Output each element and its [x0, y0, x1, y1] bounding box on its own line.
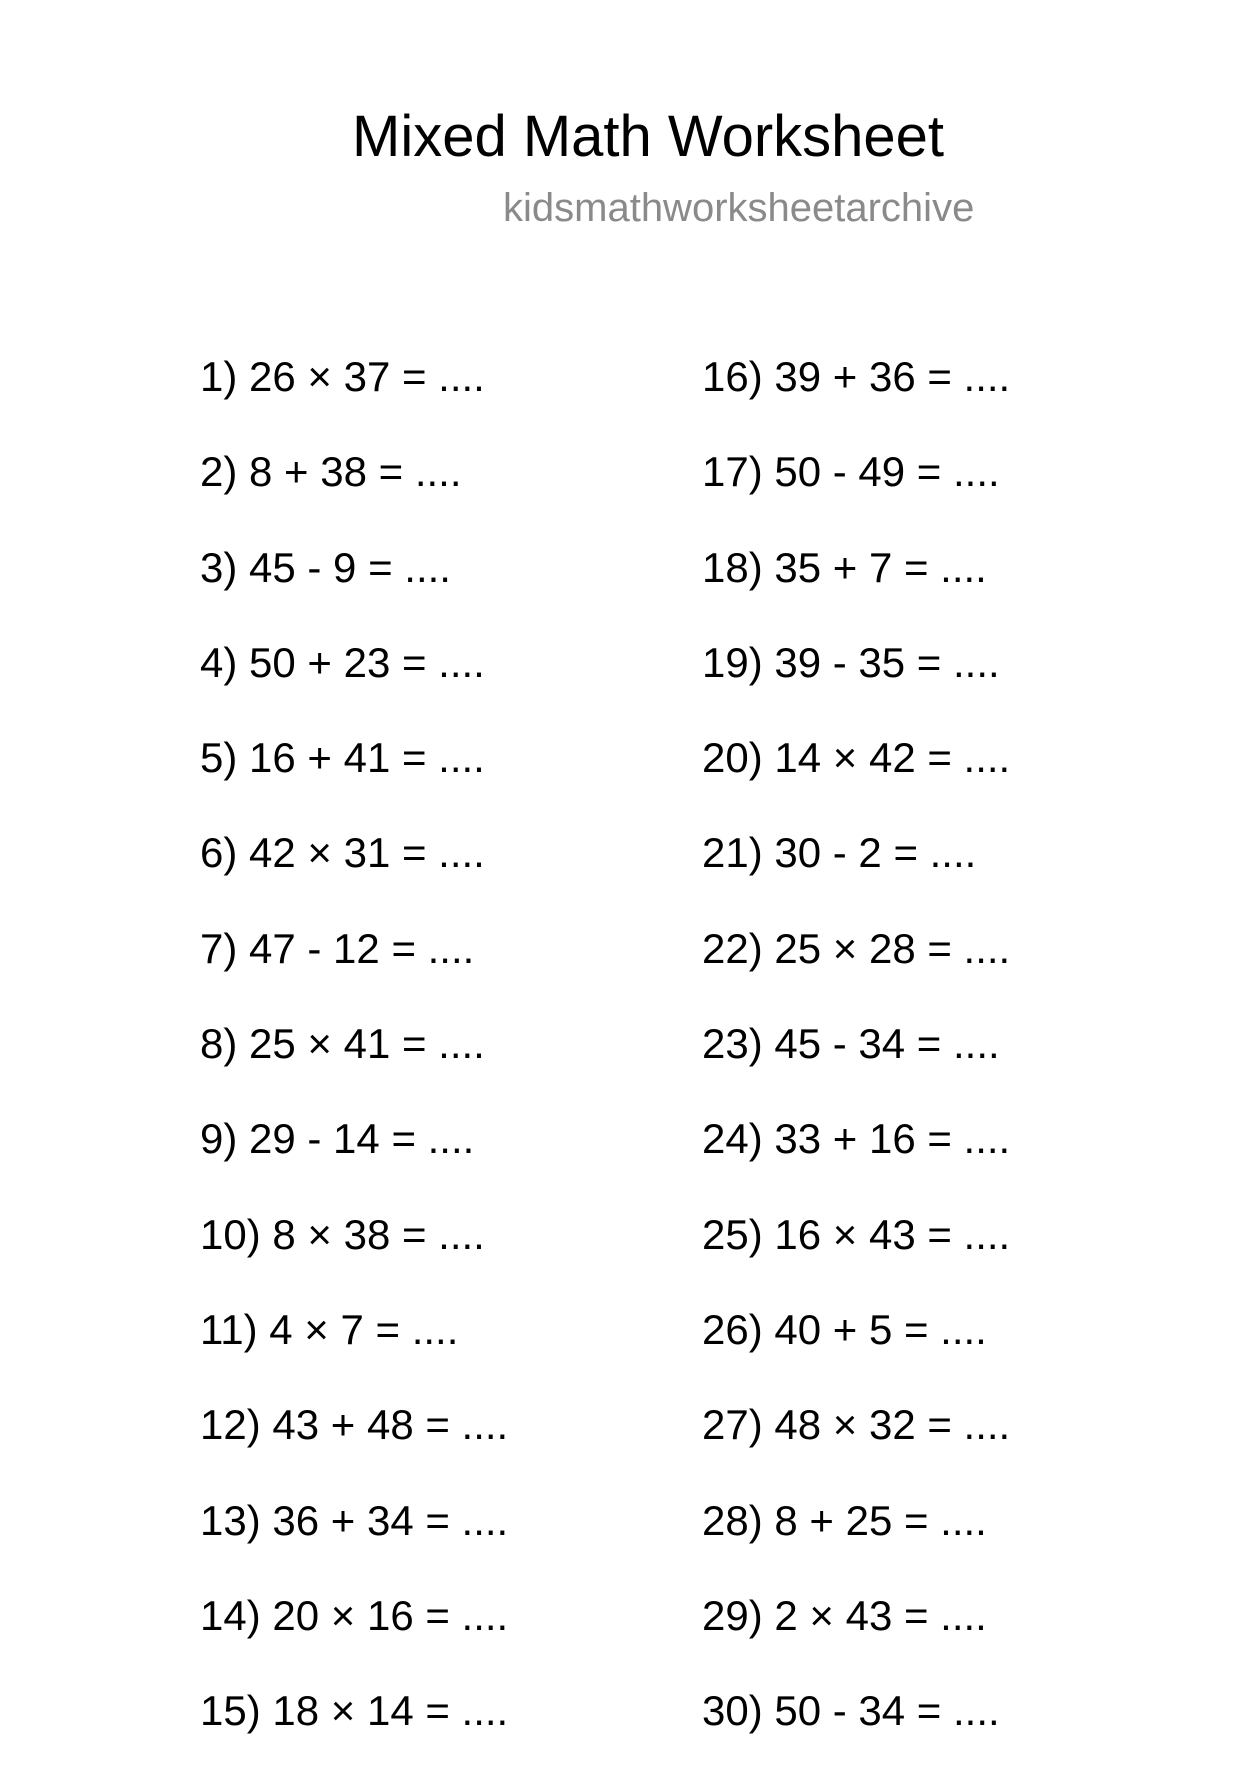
problem-21: 21) 30 - 2 = .... — [702, 829, 977, 877]
problem-27: 27) 48 × 32 = .... — [702, 1401, 1011, 1449]
problem-29: 29) 2 × 43 = .... — [702, 1591, 987, 1639]
problem-15: 15) 18 × 14 = .... — [200, 1687, 509, 1735]
problem-6: 6) 42 × 31 = .... — [200, 829, 485, 877]
problem-30: 30) 50 - 34 = .... — [702, 1687, 1000, 1735]
problem-26: 26) 40 + 5 = .... — [702, 1305, 987, 1353]
problem-25: 25) 16 × 43 = .... — [702, 1210, 1011, 1258]
problems-column-left — [200, 348, 508, 1777]
problem-5: 5) 16 + 41 = .... — [200, 734, 485, 782]
problem-28: 28) 8 + 25 = .... — [702, 1496, 987, 1544]
problem-20: 20) 14 × 42 = .... — [702, 734, 1011, 782]
problem-7: 7) 47 - 12 = .... — [200, 924, 475, 972]
problem-9: 9) 29 - 14 = .... — [200, 1115, 475, 1163]
problem-14: 14) 20 × 16 = .... — [200, 1591, 509, 1639]
problems-column-right — [702, 348, 1010, 1777]
worksheet-source: kidsmathworksheetarchive — [503, 186, 975, 230]
problem-10: 10) 8 × 38 = .... — [200, 1210, 485, 1258]
problem-22: 22) 25 × 28 = .... — [702, 924, 1011, 972]
problem-16: 16) 39 + 36 = .... — [702, 353, 1011, 400]
problem-12: 12) 43 + 48 = .... — [200, 1401, 509, 1449]
worksheet-title: Mixed Math Worksheet — [352, 104, 945, 169]
problem-1: 1) 26 × 37 = .... — [200, 353, 485, 400]
problem-19: 19) 39 - 35 = .... — [702, 638, 1000, 686]
problem-18: 18) 35 + 7 = .... — [702, 543, 987, 591]
problem-4: 4) 50 + 23 = .... — [200, 638, 485, 686]
problem-23: 23) 45 - 34 = .... — [702, 1020, 1000, 1068]
problem-3: 3) 45 - 9 = .... — [200, 543, 451, 591]
problem-11: 11) 4 × 7 = .... — [200, 1305, 459, 1353]
problem-17: 17) 50 - 49 = .... — [702, 448, 1000, 496]
problem-24: 24) 33 + 16 = .... — [702, 1115, 1011, 1163]
problem-2: 2) 8 + 38 = .... — [200, 448, 462, 496]
problem-13: 13) 36 + 34 = .... — [200, 1496, 509, 1544]
problem-8: 8) 25 × 41 = .... — [200, 1020, 485, 1068]
